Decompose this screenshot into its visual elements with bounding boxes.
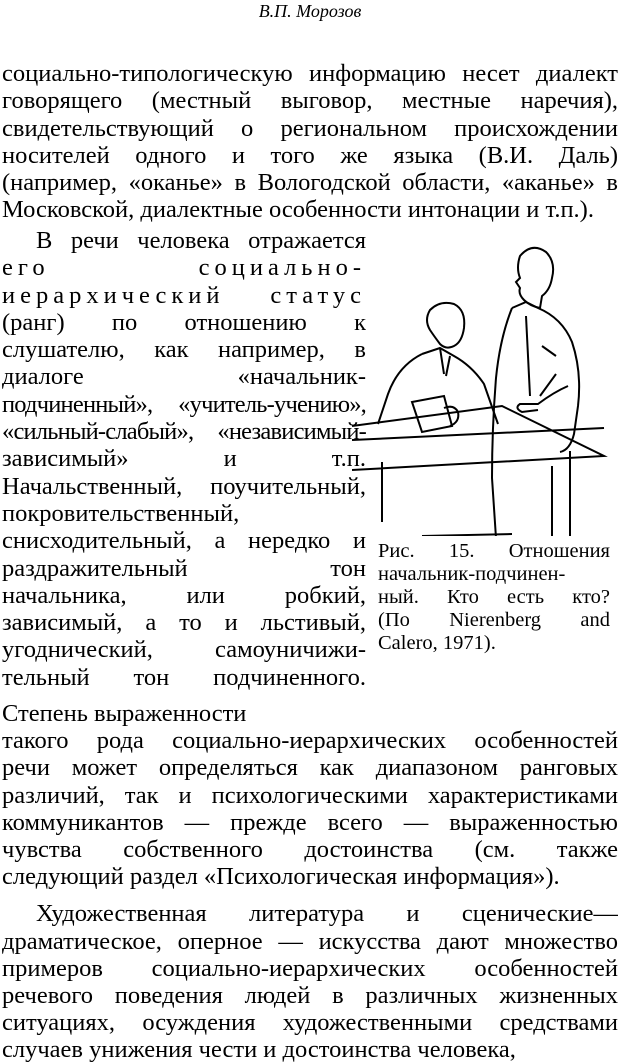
text-line: коммуникантов — прежде всего — выраженностью	[2, 808, 618, 836]
figure-caption	[378, 540, 610, 655]
caption-line: Рис. 15. Отношения	[378, 540, 610, 562]
caption-line: (По Nierenberg and	[378, 609, 610, 631]
text-line: Начальственный, поучительный,	[2, 472, 366, 500]
text-line: социально-типологическую информацию несет диалект	[2, 60, 618, 87]
text-line: Московской, диалектные особенности интонации и т.п.).	[2, 196, 594, 224]
text-line: Художественная литература и сценические—	[36, 900, 618, 928]
text-line: речи может определяться как диапазоном ранговых	[2, 754, 618, 782]
text-line: угоднический, самоуничижи-	[2, 636, 366, 664]
text-line: В речи человека отражается	[36, 227, 366, 254]
text-line: иерархический статус	[2, 281, 366, 309]
paragraph-literature	[2, 900, 618, 1063]
paragraph-dialect	[2, 60, 618, 224]
text-line: различий, так и психологическими характеристиками	[2, 781, 618, 809]
text-line: (например, «оканье» в Вологодской области, «аканье» в	[2, 169, 618, 197]
text-line: зависимый, а то и льстивый,	[2, 609, 366, 637]
text-line: тельный тон подчиненного.	[2, 663, 366, 691]
text-line: слушателю, как например, в	[2, 336, 366, 364]
caption-line: ный. Кто есть кто?	[378, 586, 610, 608]
text-line: покровительственный,	[2, 499, 240, 527]
text-line: говорящего (местный выговор, местные наречия),	[2, 87, 618, 115]
running-header: В.П. Морозов	[258, 1, 362, 21]
text-line: снисходительный, а нередко и	[2, 527, 366, 555]
text-line: примеров социально-иерархических особенностей	[2, 954, 618, 982]
text-line: «сильный-слабый», «независимый-	[2, 418, 366, 446]
text-line: случаев унижения чести и достоинства человека,	[2, 1036, 516, 1063]
text-line: ситуациях, осуждения художественными средствами	[2, 1009, 618, 1037]
text-line: его социально-	[2, 254, 366, 282]
text-line: раздражительный тон	[2, 554, 366, 582]
text-line: начальника, или робкий,	[2, 581, 366, 609]
text-line: зависимый» и т.п.	[2, 445, 366, 473]
text-line: следующий раздел «Психологическая информация»).	[2, 863, 560, 891]
text-line: речевого поведения людей в различных жизненных	[2, 981, 618, 1009]
text-line: (ранг) по отношению к	[2, 308, 366, 336]
text-line: носителей одного и того же языка (В.И. Даль)	[2, 141, 618, 169]
caption-line: начальник-подчинен-	[378, 563, 566, 585]
text-line: свидетельствующий о региональном происхождении	[2, 114, 618, 142]
figure-boss-subordinate-illustration	[352, 236, 614, 536]
paragraph-social-status	[2, 227, 366, 691]
text-line: Степень выраженности	[2, 700, 247, 727]
text-line: диалоге «начальник-	[2, 363, 366, 391]
text-line: подчиненный», «учитель-учению»,	[2, 390, 366, 418]
paragraph-degree	[2, 700, 618, 1063]
text-line: чувства собственного достоинства (см. также	[2, 835, 618, 863]
caption-line: Calero, 1971).	[378, 632, 496, 654]
text-line: драматическое, оперное — искусства дают множество	[2, 927, 618, 955]
text-line: такого рода социально-иерархических особенностей	[2, 727, 618, 755]
